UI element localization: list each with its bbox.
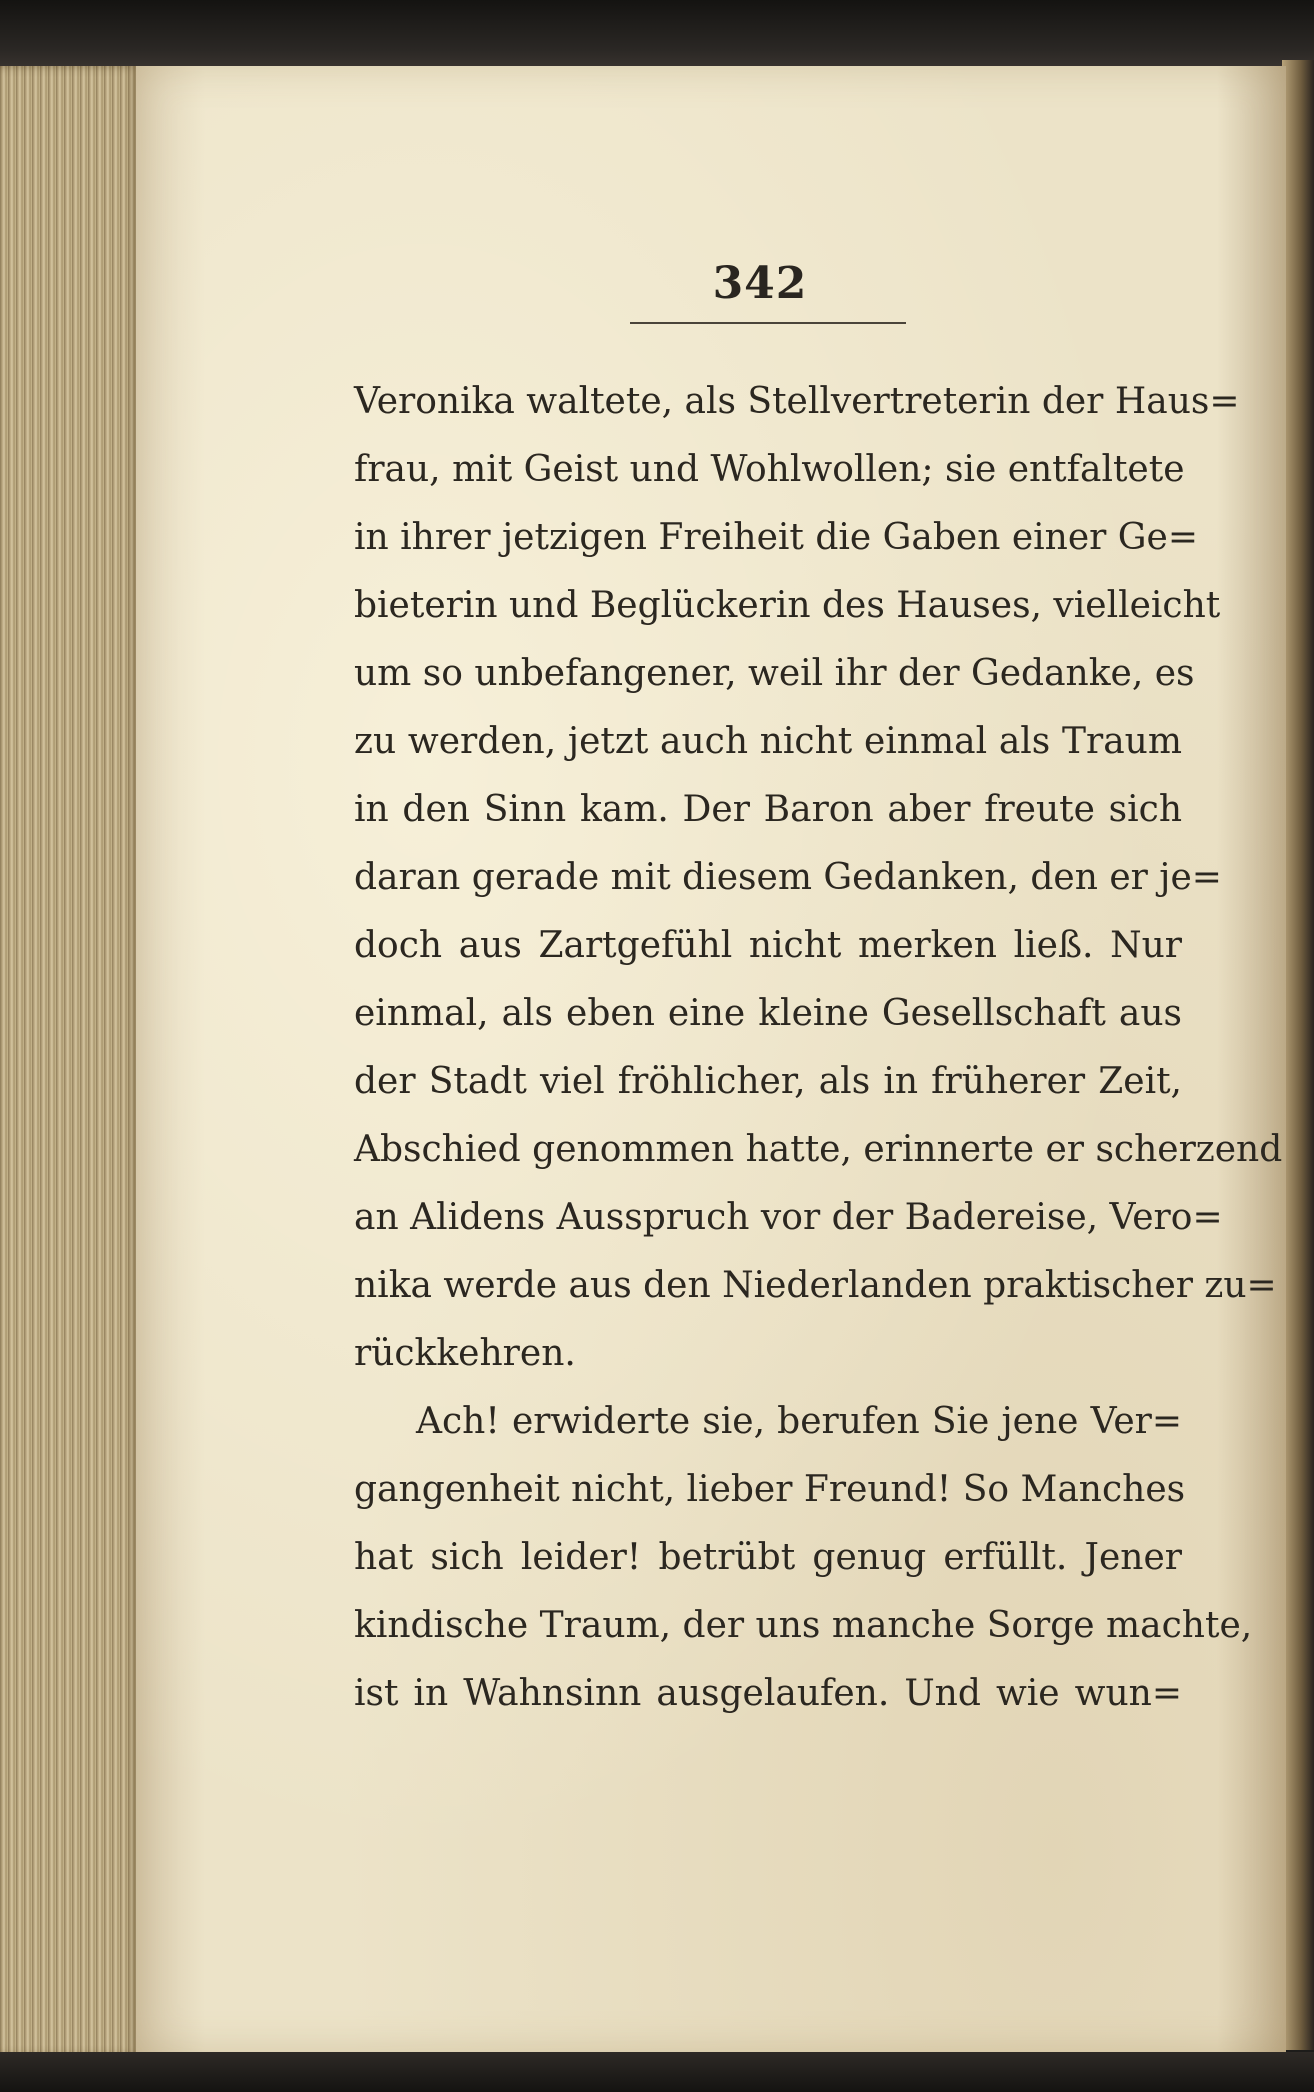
text-line: in den Sinn kam. Der Baron aber freute sich	[354, 789, 1182, 830]
paragraph-2	[354, 1388, 1253, 1728]
page-edge-right	[1282, 60, 1314, 2050]
text-line: in ihrer jetzigen Freiheit die Gaben einer Ge=	[354, 517, 1199, 558]
text-line: bieterin und Beglückerin des Hauses, vielleicht	[354, 585, 1221, 626]
text-line: frau, mit Geist und Wohlwollen; sie entfaltete	[354, 449, 1185, 490]
book-cover-bottom	[0, 2052, 1314, 2092]
book-cover-top	[0, 0, 1314, 70]
text-line: Ach! erwiderte sie, berufen Sie jene Ver=	[416, 1401, 1182, 1442]
text-line: an Alidens Ausspruch vor der Badereise, Vero=	[354, 1197, 1223, 1238]
text-line: rückkehren.	[354, 1333, 576, 1374]
page-edges	[0, 66, 140, 2056]
text-line: Abschied genommen hatte, erinnerte er scherzend	[354, 1129, 1283, 1170]
paragraph-1	[354, 368, 1283, 1388]
header-rule	[630, 322, 906, 324]
text-line: kindische Traum, der uns manche Sorge machte,	[354, 1605, 1253, 1646]
text-line: zu werden, jetzt auch nicht einmal als Traum	[354, 721, 1182, 762]
text-line: daran gerade mit diesem Gedanken, den er je=	[354, 857, 1222, 898]
page-number: 342	[712, 258, 808, 309]
text-line: einmal, als eben eine kleine Gesellschaft aus	[354, 993, 1182, 1034]
text-line: Veronika waltete, als Stellvertreterin der Haus=	[354, 381, 1240, 422]
text-line: hat sich leider! betrübt genug erfüllt. Jener	[354, 1537, 1182, 1578]
body-text	[354, 368, 1283, 1728]
text-line: nika werde aus den Niederlanden praktischer zu=	[354, 1265, 1277, 1306]
text-line: gangenheit nicht, lieber Freund! So Manches	[354, 1469, 1186, 1510]
text-line: um so unbefangener, weil ihr der Gedanke, es	[354, 653, 1195, 694]
text-line: der Stadt viel fröhlicher, als in früherer Zeit,	[354, 1061, 1182, 1102]
text-line: doch aus Zartgefühl nicht merken ließ. Nur	[354, 925, 1182, 966]
text-line: ist in Wahnsinn ausgelaufen. Und wie wun=	[354, 1673, 1182, 1714]
